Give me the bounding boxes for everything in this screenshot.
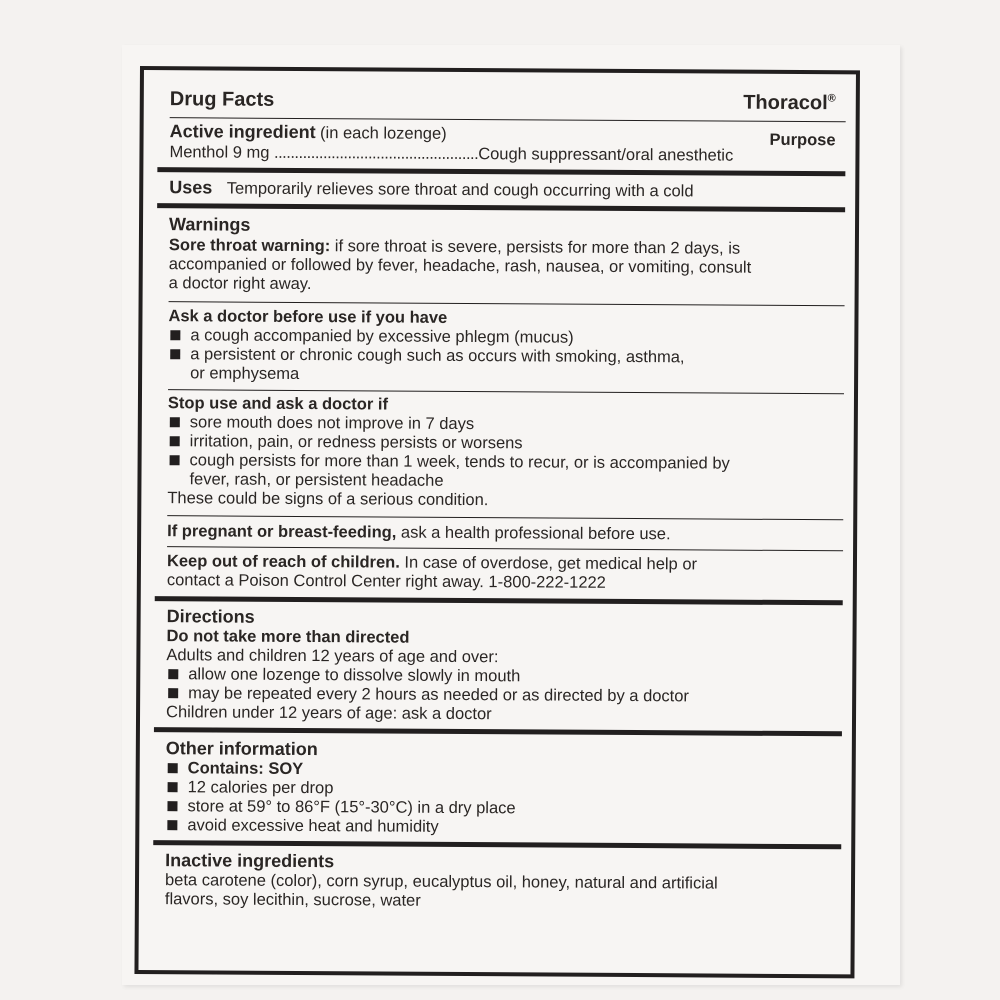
list-item: a cough accompanied by excessive phlegm (mucus) [168, 326, 834, 349]
stop-use-note: These could be signs of a serious condition. [167, 489, 489, 510]
purpose-heading: Purpose [769, 130, 836, 150]
list-item: allow one lozenge to dissolve slowly in mouth [166, 665, 832, 688]
uses-text: Temporarily relieves sore throat and cough occurring with a cold [226, 179, 694, 201]
inactive-ingredients-section [139, 845, 851, 913]
brand-name: Thoracol® [743, 91, 836, 115]
keep-out-of-reach: Keep out of reach of children. In case of overdose, get medical help or contact a Poison Control Center right away. 1-800-222-1222 [166, 552, 698, 592]
inactive-ingredients-heading: Inactive ingredients [165, 850, 335, 872]
warnings-heading: Warnings [168, 214, 251, 235]
stop-use-section [141, 390, 854, 512]
warnings-section [143, 208, 856, 297]
list-item: 12 calories per drop [166, 778, 832, 801]
list-item: cough persists for more than 1 week, tends to recur, or is accompanied by [168, 451, 834, 474]
uses-section [143, 172, 855, 207]
uses-heading: Uses [169, 177, 213, 198]
list-item: may be repeated every 2 hours as needed or as directed by a doctor [166, 684, 832, 707]
list-item: avoid excessive heat and humidity [165, 816, 831, 839]
list-item: a persistent or chronic cough such as occurs with smoking, asthma, [168, 345, 834, 368]
directions-subheading: Do not take more than directed [166, 627, 410, 647]
other-information-section [139, 732, 852, 839]
directions-section [140, 601, 853, 726]
ask-doctor-heading: Ask a doctor before use if you have [168, 307, 448, 327]
list-item-continuation: fever, rash, or persistent headache [189, 470, 444, 490]
sore-throat-warning: Sore throat warning: if sore throat is severe, persists for more than 2 days, is accompanied or followed by fever, headache, rash, nausea, or vomiting, consult a doctor right away. [168, 236, 752, 294]
list-item: sore mouth does not improve in 7 days [168, 413, 834, 436]
list-item: Contains: SOY [166, 759, 832, 782]
list-item: store at 59° to 86°F (15°-30°C) in a dry place [165, 797, 831, 820]
drug-facts-header [144, 70, 856, 115]
inactive-ingredients-list: beta carotene (color), corn syrup, eucalyptus oil, honey, natural and artificial flavors, soy lecithin, sucrose, water [164, 871, 718, 910]
active-heading-line: Active ingredient (in each lozenge) [169, 121, 447, 143]
pregnancy-warning: If pregnant or breast-feeding, ask a health professional before use. [167, 522, 671, 544]
ask-doctor-section [142, 302, 854, 387]
directions-adults: Adults and children 12 years of age and over: [166, 646, 499, 667]
active-ingredient-section [143, 118, 855, 166]
drug-facts-label [134, 66, 860, 978]
directions-heading: Directions [166, 606, 255, 627]
directions-children: Children under 12 years of age: ask a doctor [165, 703, 492, 724]
other-information-heading: Other information [165, 738, 318, 760]
list-item: irritation, pain, or redness persists or worsens [168, 432, 834, 455]
stop-use-heading: Stop use and ask a doctor if [167, 394, 389, 414]
drug-facts-title: Drug Facts [169, 88, 275, 111]
list-item-continuation: or emphysema [190, 364, 300, 383]
active-ingredient-row: Menthol 9 mg ..................................................Cough suppressant/oral anesthetic [169, 143, 734, 165]
